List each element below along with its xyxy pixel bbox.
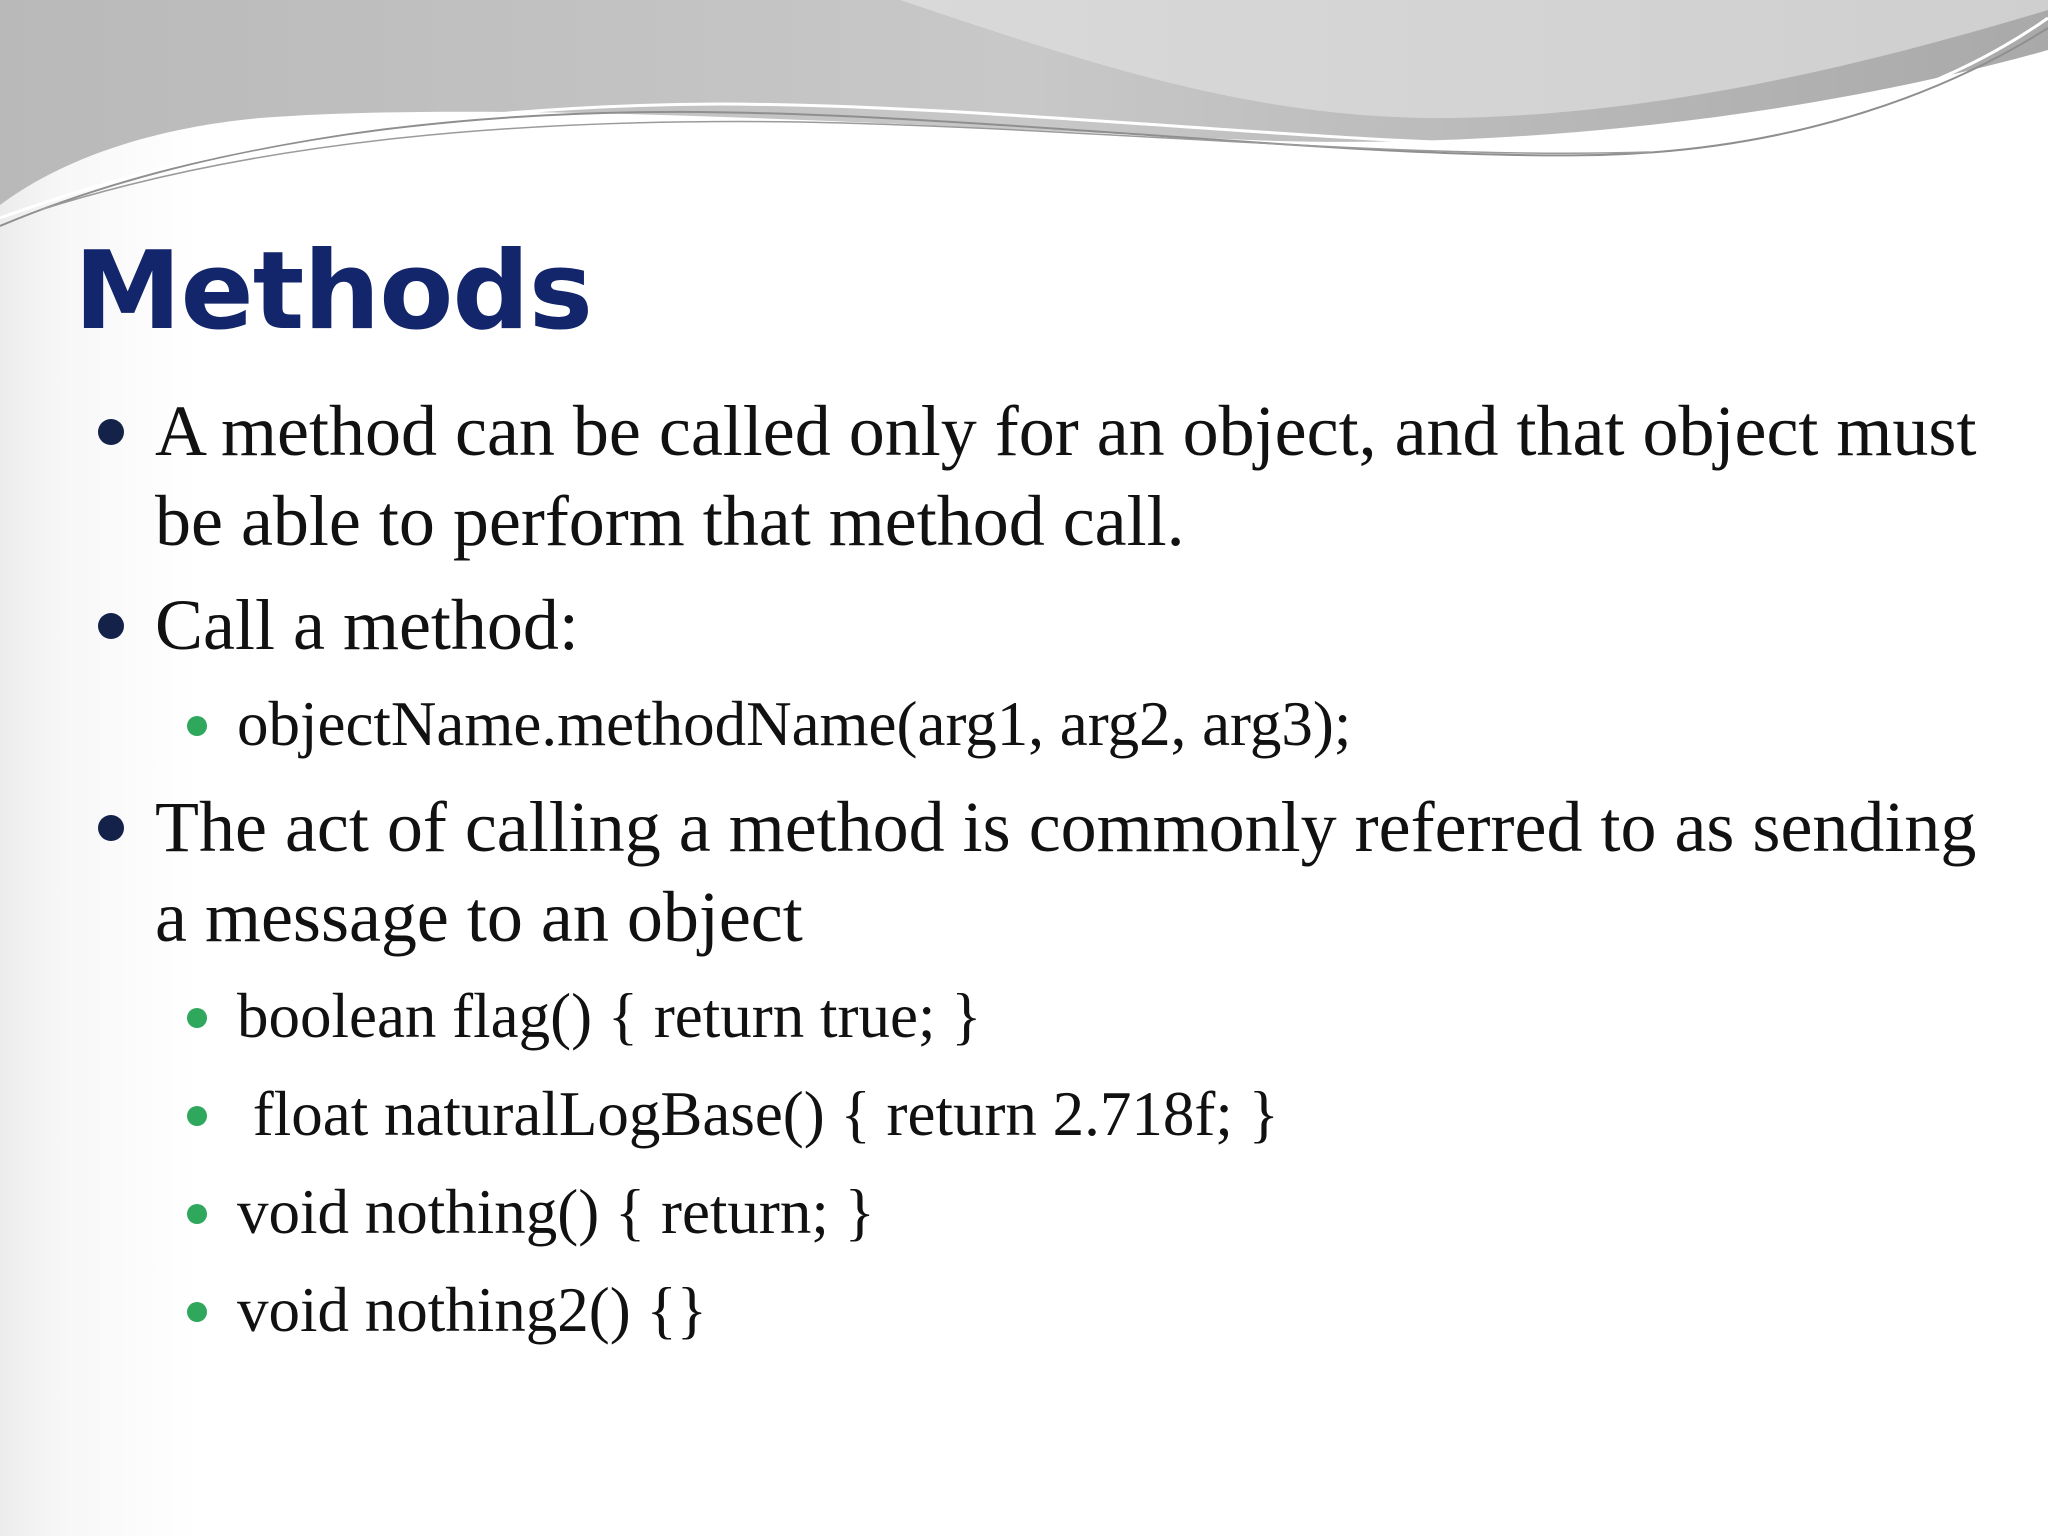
sub-bullet-item <box>96 1172 1996 1252</box>
bullet-item <box>96 580 1996 670</box>
sub-bullet-item <box>96 1074 1996 1154</box>
bullet-dot-icon <box>98 613 124 639</box>
sub-bullet-dot-icon <box>187 1302 207 1322</box>
sub-bullet-text: void nothing() { return; } <box>237 1177 875 1247</box>
bullet-text: The act of calling a method is commonly referred to as sending a message to an object <box>155 787 1995 957</box>
sub-bullet-item <box>96 684 1996 764</box>
sub-bullet-dot-icon <box>187 716 207 736</box>
sub-bullet-item <box>96 1270 1996 1350</box>
sub-bullet-text: boolean flag() { return true; } <box>237 981 982 1051</box>
sub-bullet-dot-icon <box>187 1106 207 1126</box>
sub-bullet-item <box>96 976 1996 1056</box>
bullet-dot-icon <box>98 419 124 445</box>
bullet-item <box>96 782 1996 962</box>
sub-bullet-text: void nothing2() {} <box>237 1275 707 1345</box>
sub-bullet-text: objectName.methodName(arg1, arg2, arg3); <box>237 689 1352 759</box>
sub-bullet-text: float naturalLogBase() { return 2.718f; } <box>237 1079 1279 1149</box>
slide-title: Methods <box>74 229 593 354</box>
bullet-item <box>96 386 1996 566</box>
sub-bullet-dot-icon <box>187 1008 207 1028</box>
bullet-text: Call a method: <box>155 585 579 665</box>
bullet-text: A method can be called only for an object, and that object must be able to perform that method call. <box>155 391 1995 561</box>
sub-bullet-dot-icon <box>187 1204 207 1224</box>
bullet-dot-icon <box>98 815 124 841</box>
bullet-list <box>96 386 1996 1368</box>
header-swoosh-decoration <box>0 0 2048 240</box>
